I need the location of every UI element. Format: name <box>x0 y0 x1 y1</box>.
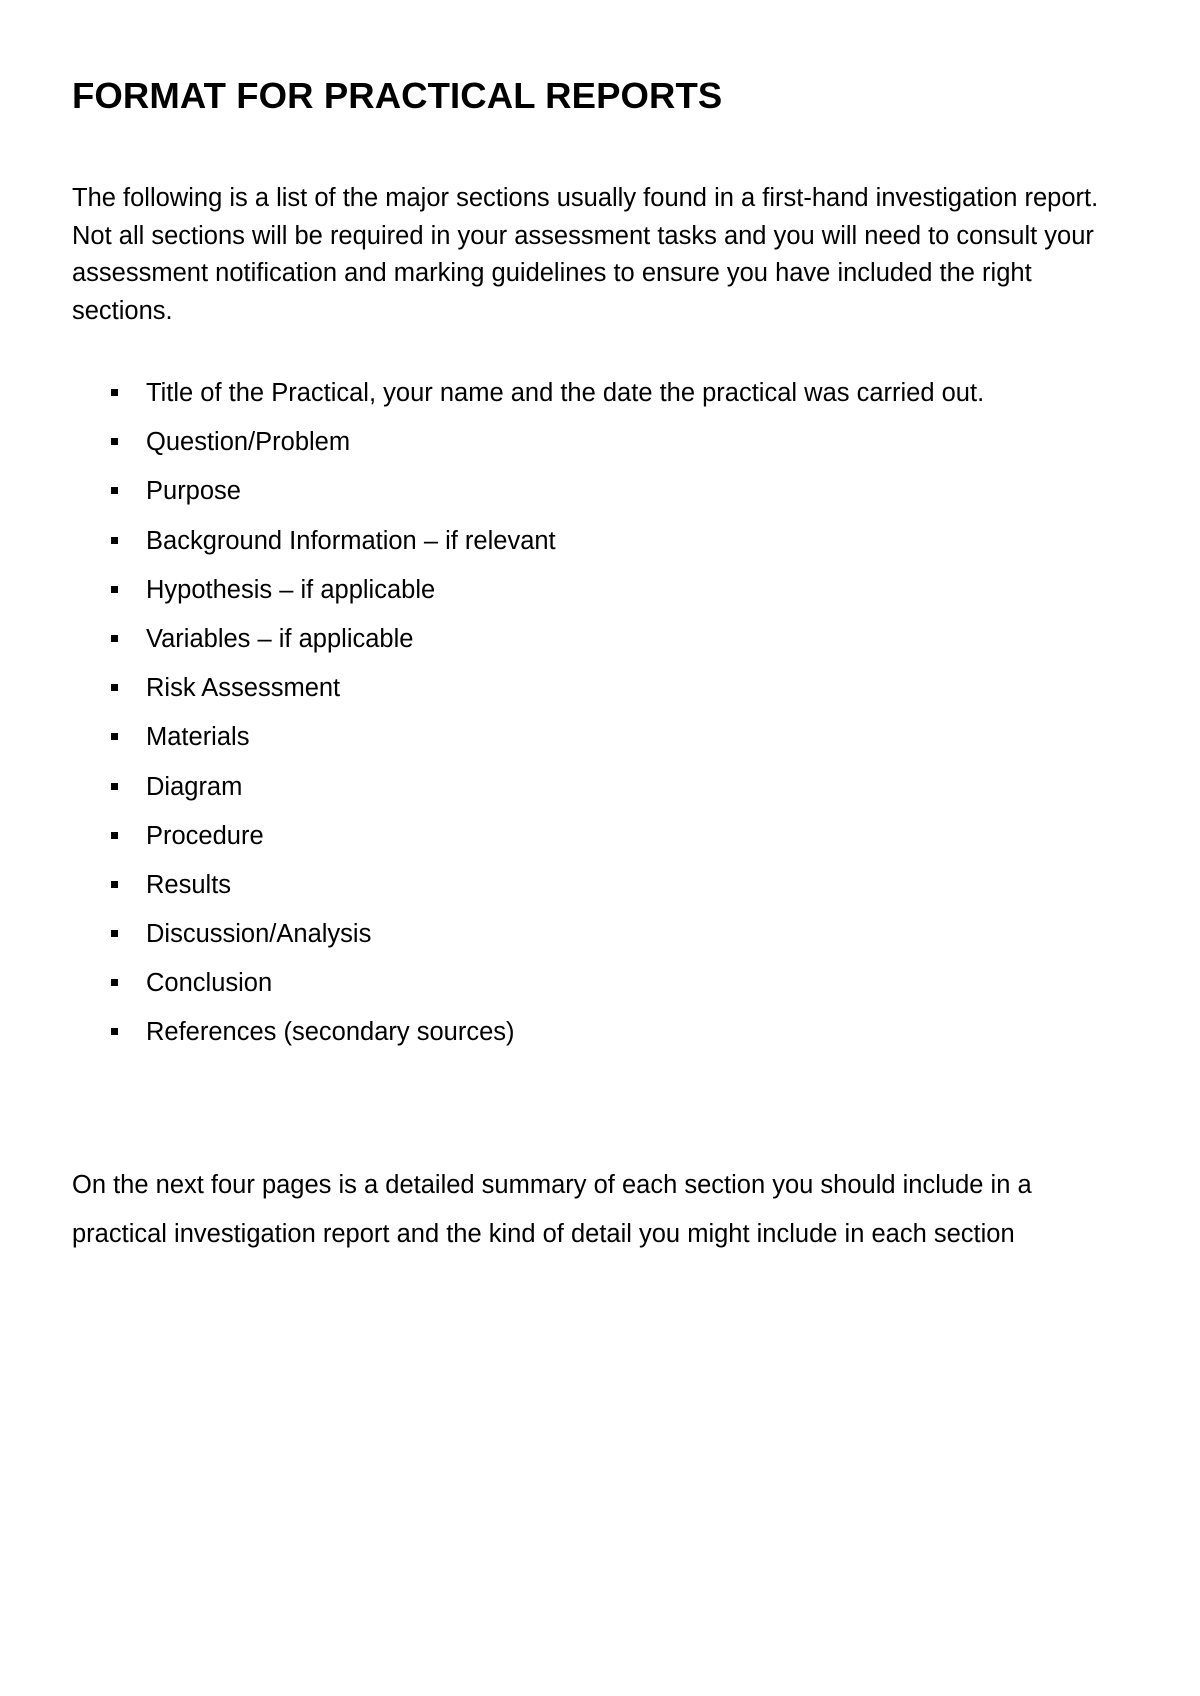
list-item-label: Variables – if applicable <box>146 624 414 653</box>
list-item-label: References (secondary sources) <box>146 1018 515 1047</box>
list-item-label: Title of the Practical, your name and the date the practical was carried out. <box>146 379 985 407</box>
square-bullet-icon <box>111 537 118 544</box>
list-item <box>108 767 984 816</box>
square-bullet-icon <box>111 684 118 691</box>
list-item-label: Question/Problem <box>146 428 351 457</box>
square-bullet-icon <box>111 881 118 888</box>
list-item-label: Purpose <box>146 477 241 506</box>
square-bullet-icon <box>111 930 118 937</box>
list-item <box>108 1012 984 1061</box>
square-bullet-icon <box>111 487 118 494</box>
list-item <box>108 570 984 619</box>
square-bullet-icon <box>111 832 118 839</box>
list-item <box>108 373 984 422</box>
square-bullet-icon <box>111 733 118 740</box>
list-item <box>108 521 984 570</box>
list-item-label: Procedure <box>146 821 264 850</box>
list-item <box>108 668 984 717</box>
list-item <box>108 914 984 963</box>
list-item-label: Conclusion <box>146 969 273 998</box>
square-bullet-icon <box>111 1028 118 1035</box>
list-item-label: Background Information – if relevant <box>146 526 556 555</box>
list-item <box>108 865 984 914</box>
list-item-label: Discussion/Analysis <box>146 920 372 949</box>
list-item <box>108 471 984 520</box>
list-item <box>108 717 984 766</box>
list-item <box>108 963 984 1012</box>
square-bullet-icon <box>111 979 118 986</box>
square-bullet-icon <box>111 438 118 445</box>
page-title: FORMAT FOR PRACTICAL REPORTS <box>72 75 723 116</box>
list-item-label: Hypothesis – if applicable <box>146 575 436 604</box>
square-bullet-icon <box>111 635 118 642</box>
intro-paragraph: The following is a list of the major sections usually found in a first-hand investigation report. Not all sections will be required in your assessment tasks and you will need to consult your assessment notification and marking guidelines to ensure you have included the right sections. <box>72 184 1099 325</box>
list-item <box>108 619 984 668</box>
list-item <box>108 422 984 471</box>
square-bullet-icon <box>111 586 118 593</box>
closing-paragraph: On the next four pages is a detailed summary of each section you should include in a practical investigation report and the kind of detail you might include in each section <box>72 1171 1032 1248</box>
list-item-label: Risk Assessment <box>146 674 341 703</box>
list-item <box>108 816 984 865</box>
square-bullet-icon <box>111 783 118 790</box>
report-sections-list <box>108 373 984 1062</box>
list-item-label: Materials <box>146 723 250 752</box>
square-bullet-icon <box>111 389 118 396</box>
list-item-label: Diagram <box>146 772 243 801</box>
list-item-label: Results <box>146 870 232 899</box>
